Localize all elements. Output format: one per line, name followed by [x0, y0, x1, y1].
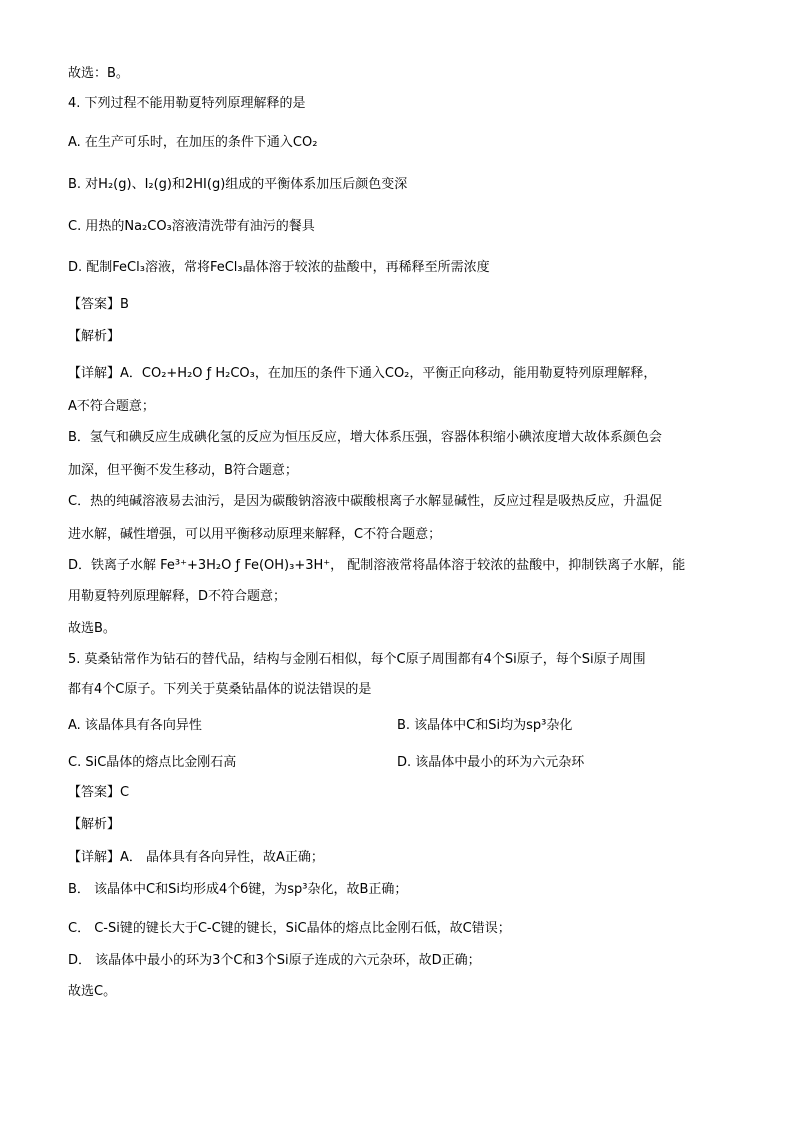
q4-option-b: B. 对H₂(g)、I₂(g)和2HI(g)组成的平衡体系加压后颜色变深: [68, 177, 408, 192]
q5-answer: 【答案】C: [68, 785, 130, 800]
q4-detail-6: 进水解，碱性增强，可以用平衡移动原理来解释，C不符合题意；: [68, 527, 442, 542]
q4-detail-8: 用勒夏特列原理解释，D不符合题意；: [68, 589, 287, 604]
q4-option-c: C. 用热的Na₂CO₃溶液清洗带有油污的餐具: [68, 219, 315, 234]
q5-conclusion: 故选C。: [68, 984, 117, 999]
q4-conclusion: 故选B。: [68, 621, 116, 636]
q5-stem-1: 5. 莫桑钻常作为钻石的替代品，结构与金刚石相似，每个C原子周围都有4个Si原子，每个Si原子周围: [68, 652, 646, 667]
q4-detail-4: 加深，但平衡不发生移动，B符合题意；: [68, 463, 298, 478]
prev-answer: 故选：B。: [68, 66, 129, 81]
q4-option-d: D. 配制FeCl₃溶液，常将FeCl₃晶体溶于较浓的盐酸中，再稀释至所需浓度: [68, 260, 490, 275]
q5-detail-3: C． C-Si键的键长大于C-C键的键长，SiC晶体的熔点比金刚石低，故C错误；: [68, 921, 511, 936]
q4-detail-3: B．氢气和碘反应生成碘化氢的反应为恒压反应，增大体系压强，容器体积缩小碘浓度增大故体系颜色会: [68, 430, 662, 445]
q4-stem: 4. 下列过程不能用勒夏特列原理解释的是: [68, 96, 306, 111]
q4-detail-5: C．热的纯碱溶液易去油污，是因为碳酸钠溶液中碳酸根离子水解显碱性，反应过程是吸热反应，升温促: [68, 494, 663, 509]
q4-option-a: A. 在生产可乐时，在加压的条件下通入CO₂: [68, 135, 318, 150]
q4-detail-1: 【详解】A．CO₂+H₂O ƒ H₂CO₃，在加压的条件下通入CO₂，平衡正向移动，能用勒夏特列原理解释，: [68, 366, 657, 381]
q4-detail-7: D．铁离子水解 Fe³⁺+3H₂O ƒ Fe(OH)₃+3H⁺， 配制溶液常将晶体溶于较浓的盐酸中，抑制铁离子水解，能: [68, 558, 686, 573]
q5-option-c: C. SiC晶体的熔点比金刚石高: [68, 755, 237, 770]
q5-option-a: A. 该晶体具有各向异性: [68, 718, 202, 733]
q5-option-d: D. 该晶体中最小的环为六元杂环: [397, 755, 585, 770]
q4-detail-2: A不符合题意；: [68, 399, 155, 414]
q5-detail-4: D． 该晶体中最小的环为3个C和3个Si原子连成的六元杂环，故D正确；: [68, 953, 481, 968]
q4-answer: 【答案】B: [68, 297, 129, 312]
q5-option-b: B. 该晶体中C和Si均为sp³杂化: [397, 718, 573, 733]
q5-detail-2: B． 该晶体中C和Si均形成4个б键，为sp³杂化，故B正确；: [68, 882, 408, 897]
q5-detail-1: 【详解】A． 晶体具有各向异性，故A正确；: [68, 850, 324, 865]
q5-analysis: 【解析】: [68, 817, 121, 832]
q5-stem-2: 都有4个C原子。下列关于莫桑钻晶体的说法错误的是: [68, 682, 372, 697]
q4-analysis: 【解析】: [68, 329, 121, 344]
